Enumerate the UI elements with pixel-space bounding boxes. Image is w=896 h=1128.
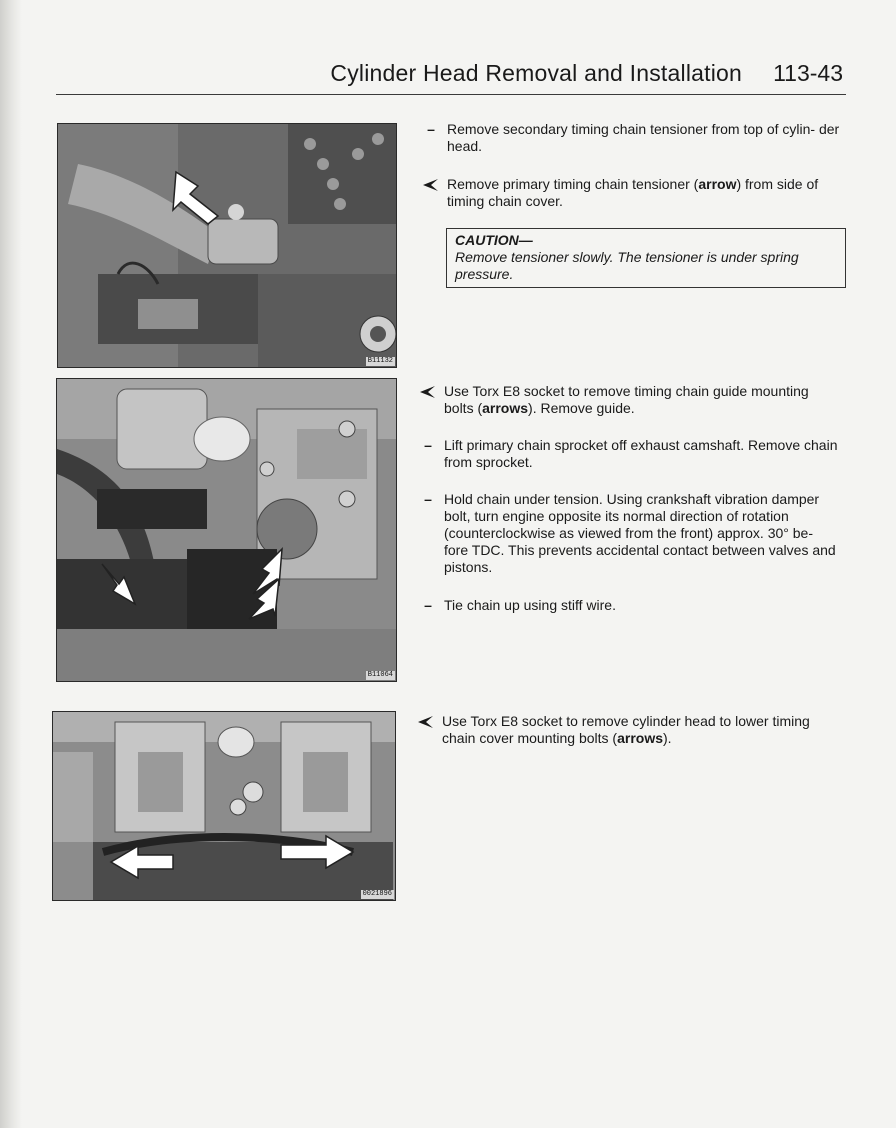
pointer-arrow-icon — [421, 176, 441, 192]
dash-marker: – — [424, 437, 432, 453]
photo-tensioner — [57, 123, 397, 368]
dash-marker: – — [427, 121, 435, 137]
step-lift-sprocket — [424, 437, 839, 471]
step-hold-chain — [424, 491, 839, 576]
step-remove-secondary-tensioner — [427, 121, 842, 155]
pointer-arrow-icon — [418, 383, 438, 399]
page-edge — [0, 0, 22, 1128]
caution-box — [446, 228, 846, 288]
photo-code: B11064 — [367, 671, 393, 679]
caution-body: Remove tensioner slowly. The tensioner is under spring pressure. — [455, 249, 799, 282]
step-text: Remove secondary timing chain tensioner from top of cylin- der head. — [447, 121, 840, 154]
photo-code: 0021896 — [362, 890, 392, 898]
photo-lower-cover — [52, 711, 396, 901]
step-text: Tie chain up using stiff wire. — [444, 597, 616, 613]
photo-chain-guide — [56, 378, 397, 682]
page-header — [56, 58, 846, 95]
step-tie-chain — [424, 597, 839, 614]
caution-heading: CAUTION— — [455, 232, 533, 248]
pointer-arrow-icon — [416, 713, 436, 729]
step-text: Hold chain under tension. Using crankshaft vibration damper bolt, turn engine opposite its normal direction of rotation (counterclockwise as viewed from the front) approx. 30° be- fore TDC. This prevents accidental contact between valves and pistons. — [444, 491, 836, 575]
dash-marker: – — [424, 491, 432, 507]
page-number: 113-43 — [773, 60, 843, 86]
step-remove-guide-bolts: Use Torx E8 socket to remove timing chain guide mounting bolts (arrows). Remove guide. — [444, 383, 839, 417]
step-remove-lower-cover-bolts: Use Torx E8 socket to remove cylinder head to lower timing chain cover mounting bolts (arrows). — [442, 713, 837, 747]
step-remove-primary-tensioner: Remove primary timing chain tensioner (arrow) from side of timing chain cover. — [447, 176, 842, 210]
step-text: Lift primary chain sprocket off exhaust camshaft. Remove chain from sprocket. — [444, 437, 838, 470]
dash-marker: – — [424, 597, 432, 613]
photo-code: B11132 — [367, 357, 393, 365]
page-title: Cylinder Head Removal and Installation — [330, 60, 742, 86]
